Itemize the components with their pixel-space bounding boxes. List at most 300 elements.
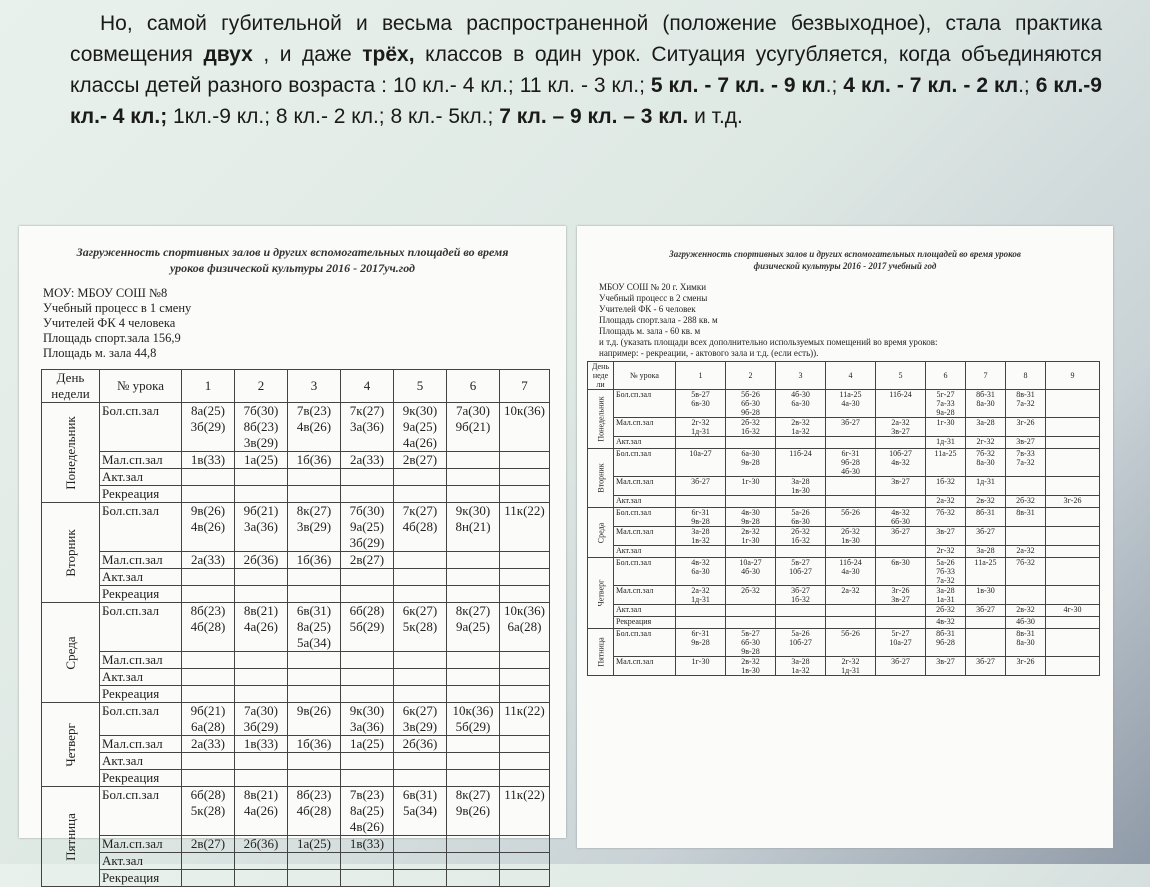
left-title (19, 244, 566, 276)
day-label: Четверг (62, 722, 78, 767)
lesson-number: 3 (776, 362, 826, 390)
day-cell (588, 629, 614, 676)
room-label: Мал.сп.зал (100, 652, 182, 669)
room-label: Мал.сп.зал (100, 736, 182, 753)
schedule-cell (826, 477, 876, 496)
table-row (588, 605, 1100, 617)
schedule-cell: 11к(22) (500, 703, 550, 736)
room-label: Акт.зал (100, 853, 182, 870)
right-title (577, 248, 1113, 272)
table-row (42, 452, 550, 469)
schedule-cell (341, 870, 394, 887)
intro-bold: 7 кл. – 9 кл. – 3 кл. (499, 105, 689, 128)
schedule-cell (394, 486, 447, 503)
schedule-cell: 5б-26 (826, 508, 876, 527)
schedule-cell: 2а-32 (826, 586, 876, 605)
schedule-cell: 2б-32 (926, 605, 966, 617)
schedule-cell (726, 496, 776, 508)
lesson-number: 4 (341, 370, 394, 403)
schedule-cell (447, 686, 500, 703)
lesson-number: 8 (1006, 362, 1046, 390)
schedule-cell: 5а-26 10б-27 (776, 629, 826, 657)
schedule-cell (447, 586, 500, 603)
schedule-cell (288, 870, 341, 887)
schedule-cell: 2г-32 1д-31 (826, 657, 876, 676)
room-label: Рекреация (100, 686, 182, 703)
schedule-cell (966, 617, 1006, 629)
schedule-cell: 6в(31) 8а(25) 5а(34) (288, 603, 341, 652)
schedule-cell (288, 569, 341, 586)
schedule-cell: 3в-27 (876, 477, 926, 496)
schedule-cell (235, 686, 288, 703)
schedule-cell (447, 469, 500, 486)
schedule-cell (182, 753, 235, 770)
schedule-cell (447, 652, 500, 669)
schedule-cell: 7к(27) 3а(36) (341, 403, 394, 452)
schedule-cell: 5б-26 (826, 629, 876, 657)
schedule-cell: 3в-27 (926, 657, 966, 676)
schedule-cell (500, 469, 550, 486)
schedule-cell: 2б-32 (726, 586, 776, 605)
room-label: Мал.сп.зал (614, 586, 676, 605)
schedule-cell (341, 486, 394, 503)
schedule-cell: 7б(30) 9а(25) 3б(29) (341, 503, 394, 552)
schedule-cell (341, 770, 394, 787)
schedule-cell (1046, 477, 1100, 496)
schedule-cell (1046, 629, 1100, 657)
schedule-cell (447, 870, 500, 887)
intro-text: 1кл.-9 кл.; 8 кл.- 2 кл.; 8 кл.- 5кл.; (167, 105, 500, 128)
schedule-cell (182, 586, 235, 603)
schedule-cell (182, 652, 235, 669)
schedule-cell: 7в(23) 8а(25) 4в(26) (341, 787, 394, 836)
schedule-cell (394, 552, 447, 569)
schedule-cell: 3б-27 (876, 527, 926, 546)
table-row (42, 486, 550, 503)
lesson-number: 6 (926, 362, 966, 390)
schedule-cell (341, 569, 394, 586)
table-row (42, 870, 550, 887)
lesson-number: 1 (182, 370, 235, 403)
schedule-cell: 2б(36) (394, 736, 447, 753)
room-label: Рекреация (100, 486, 182, 503)
right-schedule-body (588, 390, 1100, 676)
right-title-line2: физической культуры 2016 - 2017 учебный год (753, 261, 937, 271)
schedule-cell (726, 546, 776, 558)
schedule-cell: 8к(27) 3в(29) (288, 503, 341, 552)
schedule-cell: 10а-27 (676, 449, 726, 477)
schedule-cell (826, 617, 876, 629)
schedule-cell (876, 437, 926, 449)
schedule-cell: 4в-32 6б-30 (876, 508, 926, 527)
day-cell (42, 603, 100, 703)
schedule-cell: 3г-26 (1006, 418, 1046, 437)
schedule-cell: 5в-27 10б-27 (776, 558, 826, 586)
lesson-number: 2 (235, 370, 288, 403)
day-column-header: День неде ли (588, 362, 614, 390)
schedule-cell (500, 753, 550, 770)
schedule-cell: 3г-26 3в-27 (876, 586, 926, 605)
schedule-cell: 2в-32 (966, 496, 1006, 508)
intro-text: .; (1018, 74, 1036, 97)
room-label: Мал.сп.зал (614, 527, 676, 546)
right-area-small: Площадь м. зала - 60 кв. м (599, 326, 701, 336)
schedule-cell: 2а-32 (926, 496, 966, 508)
schedule-cell (676, 437, 726, 449)
table-row (42, 853, 550, 870)
schedule-cell (182, 870, 235, 887)
day-label: Вторник (596, 463, 605, 493)
schedule-cell (826, 437, 876, 449)
schedule-cell: 5г-27 7а-33 9а-28 (926, 390, 966, 418)
table-row (588, 496, 1100, 508)
room-label: Бол.сп.зал (100, 787, 182, 836)
schedule-cell: 1в-30 (966, 586, 1006, 605)
schedule-cell (447, 853, 500, 870)
schedule-cell (182, 486, 235, 503)
room-label: Бол.сп.зал (614, 390, 676, 418)
intro-bold: двух (203, 43, 253, 66)
schedule-cell: 6б(28) 5б(29) (341, 603, 394, 652)
room-label: Акт.зал (100, 569, 182, 586)
schedule-cell (394, 770, 447, 787)
room-label: Акт.зал (100, 669, 182, 686)
table-row (588, 617, 1100, 629)
schedule-cell: 3б-27 (826, 418, 876, 437)
right-meta (599, 282, 1113, 359)
table-row (588, 586, 1100, 605)
right-process: Учебный процесс в 2 смены (599, 293, 708, 303)
table-row (42, 552, 550, 569)
table-row (588, 558, 1100, 586)
schedule-cell (776, 496, 826, 508)
schedule-cell (500, 870, 550, 887)
schedule-cell (394, 753, 447, 770)
table-row (42, 736, 550, 753)
schedule-cell: 3б-27 (966, 605, 1006, 617)
room-label: Акт.зал (100, 469, 182, 486)
schedule-cell: 1б(36) (288, 452, 341, 469)
schedule-cell: 1б(36) (288, 552, 341, 569)
schedule-cell: 6г-31 9в-28 (676, 629, 726, 657)
room-label: Мал.сп.зал (614, 477, 676, 496)
room-label: Мал.сп.зал (614, 657, 676, 676)
schedule-cell (776, 437, 826, 449)
schedule-cell: 7а(30) 3б(29) (235, 703, 288, 736)
left-area-sport: Площадь спорт.зала 156,9 (43, 331, 181, 345)
schedule-cell: 6а-30 9в-28 (726, 449, 776, 477)
schedule-cell: 1г-30 (676, 657, 726, 676)
table-row (588, 527, 1100, 546)
lesson-number: 6 (447, 370, 500, 403)
schedule-cell: 9к(30) 8н(21) (447, 503, 500, 552)
day-column-header: День недели (42, 370, 100, 403)
schedule-cell (235, 770, 288, 787)
schedule-cell (826, 605, 876, 617)
schedule-cell: 3г-26 (1046, 496, 1100, 508)
schedule-cell: 10к(36) 6а(28) (500, 603, 550, 652)
schedule-cell: 7б-32 8а-30 (966, 449, 1006, 477)
table-row (588, 390, 1100, 418)
schedule-cell: 3б-27 1б-32 (776, 586, 826, 605)
schedule-cell: 3а-28 1а-32 (776, 657, 826, 676)
schedule-cell: 8б-31 8а-30 (966, 390, 1006, 418)
schedule-cell (1046, 508, 1100, 527)
schedule-cell (394, 686, 447, 703)
day-cell (588, 508, 614, 558)
table-row (42, 586, 550, 603)
day-cell (588, 390, 614, 449)
schedule-cell: 6к(27) 5к(28) (394, 603, 447, 652)
schedule-cell: 1а(25) (341, 736, 394, 753)
schedule-cell (826, 546, 876, 558)
intro-bold: трёх, (362, 43, 415, 66)
day-cell (42, 787, 100, 887)
schedule-cell (182, 686, 235, 703)
right-schedule-scan (577, 226, 1113, 848)
schedule-cell (500, 736, 550, 753)
schedule-cell (288, 586, 341, 603)
schedule-cell: 4г-30 (1046, 605, 1100, 617)
schedule-cell (394, 586, 447, 603)
schedule-cell: 7б-32 (926, 508, 966, 527)
schedule-cell (676, 605, 726, 617)
schedule-cell (1046, 586, 1100, 605)
table-row (42, 836, 550, 853)
schedule-cell: 1в(33) (182, 452, 235, 469)
schedule-cell (1046, 449, 1100, 477)
schedule-cell (447, 486, 500, 503)
schedule-cell (394, 669, 447, 686)
table-row (42, 753, 550, 770)
schedule-cell: 1а(25) (235, 452, 288, 469)
room-label: Бол.сп.зал (614, 508, 676, 527)
schedule-cell: 10б-27 4в-32 (876, 449, 926, 477)
schedule-cell (341, 469, 394, 486)
schedule-cell: 9в(26) (288, 703, 341, 736)
left-process: Учебный процесс в 1 смену (43, 301, 192, 315)
schedule-cell: 9к(30) 3а(36) (341, 703, 394, 736)
schedule-cell (288, 853, 341, 870)
schedule-cell (288, 652, 341, 669)
schedule-cell (182, 853, 235, 870)
schedule-cell: 5в-27 6б-30 9в-28 (726, 629, 776, 657)
table-row (42, 669, 550, 686)
lesson-number: 5 (876, 362, 926, 390)
schedule-cell: 6в-30 (876, 558, 926, 586)
schedule-cell: 3а-28 1а-31 (926, 586, 966, 605)
schedule-cell (876, 496, 926, 508)
schedule-cell: 2б-32 (1006, 496, 1046, 508)
day-label: Понедельник (596, 396, 605, 442)
schedule-cell (676, 617, 726, 629)
schedule-cell (826, 496, 876, 508)
schedule-cell: 5г-27 10а-27 (876, 629, 926, 657)
right-note: например: - рекреации, - актового зала и т.д. (если есть)). (599, 348, 819, 358)
schedule-cell: 7б-32 (1006, 558, 1046, 586)
schedule-cell: 7в-33 7а-32 (1006, 449, 1046, 477)
right-note: и т.д. (указать площади всех дополнительно используемых помещений во время уроков: (599, 337, 938, 347)
schedule-cell (288, 770, 341, 787)
room-label: Бол.сп.зал (100, 403, 182, 452)
left-title-line1: Загруженность спортивных залов и других вспомогательных площадей во время (76, 245, 509, 259)
schedule-cell (341, 652, 394, 669)
schedule-cell (726, 605, 776, 617)
schedule-cell (394, 870, 447, 887)
schedule-cell (394, 836, 447, 853)
schedule-cell: 5б-26 6б-30 9б-28 (726, 390, 776, 418)
table-row (42, 703, 550, 736)
schedule-cell (341, 853, 394, 870)
schedule-cell: 2в(27) (182, 836, 235, 853)
schedule-cell (182, 669, 235, 686)
lesson-number: 5 (394, 370, 447, 403)
room-label: Рекреация (614, 617, 676, 629)
schedule-cell (500, 486, 550, 503)
table-row (42, 469, 550, 486)
left-schedule-table (41, 369, 550, 887)
schedule-cell (500, 853, 550, 870)
room-label: Мал.сп.зал (100, 452, 182, 469)
day-cell (42, 503, 100, 603)
schedule-cell: 2б-32 1в-30 (826, 527, 876, 546)
schedule-cell: 3б-27 (676, 477, 726, 496)
intro-text: , и даже (252, 43, 363, 66)
schedule-cell (500, 770, 550, 787)
schedule-cell (182, 770, 235, 787)
schedule-cell: 1а(25) (288, 836, 341, 853)
schedule-cell: 10а-27 4б-30 (726, 558, 776, 586)
schedule-cell: 1б(36) (288, 736, 341, 753)
schedule-cell (876, 605, 926, 617)
room-label: Бол.сп.зал (100, 503, 182, 552)
schedule-cell (235, 652, 288, 669)
schedule-cell (394, 652, 447, 669)
schedule-cell (676, 496, 726, 508)
schedule-cell: 2а-32 3в-27 (876, 418, 926, 437)
lesson-number: 1 (676, 362, 726, 390)
schedule-cell: 2б(36) (235, 552, 288, 569)
schedule-cell (447, 452, 500, 469)
schedule-cell (500, 669, 550, 686)
schedule-cell (182, 569, 235, 586)
lesson-number: 2 (726, 362, 776, 390)
schedule-cell: 2а(33) (182, 552, 235, 569)
schedule-cell (394, 853, 447, 870)
schedule-cell: 11а-25 4а-30 (826, 390, 876, 418)
schedule-cell: 6к(27) 3в(29) (394, 703, 447, 736)
schedule-cell: 4б-30 6а-30 (776, 390, 826, 418)
schedule-cell: 4в-30 9в-28 (726, 508, 776, 527)
schedule-cell: 11а-25 (926, 449, 966, 477)
schedule-cell: 2в-32 (1006, 605, 1046, 617)
schedule-cell: 6б(28) 5к(28) (182, 787, 235, 836)
schedule-cell (341, 669, 394, 686)
schedule-cell (1046, 437, 1100, 449)
schedule-cell (1046, 546, 1100, 558)
schedule-cell: 5в-27 6в-30 (676, 390, 726, 418)
lesson-number: 3 (288, 370, 341, 403)
schedule-cell: 9б(21) 6а(28) (182, 703, 235, 736)
schedule-cell: 3б-27 (966, 527, 1006, 546)
schedule-cell: 2г-32 (926, 546, 966, 558)
schedule-cell: 2в-32 1а-32 (776, 418, 826, 437)
day-cell (42, 403, 100, 503)
schedule-cell (876, 617, 926, 629)
day-cell (42, 703, 100, 787)
schedule-cell: 11б-24 (776, 449, 826, 477)
table-row (42, 652, 550, 669)
schedule-cell (235, 569, 288, 586)
room-label: Бол.сп.зал (100, 703, 182, 736)
room-label: Мал.сп.зал (100, 836, 182, 853)
schedule-cell (288, 486, 341, 503)
schedule-cell: 5а-26 6в-30 (776, 508, 826, 527)
right-schedule-table (587, 361, 1100, 676)
room-label: Акт.зал (614, 605, 676, 617)
schedule-cell: 1б-32 (926, 477, 966, 496)
table-row (588, 437, 1100, 449)
table-row (42, 770, 550, 787)
schedule-cell: 2б-32 1б-32 (726, 418, 776, 437)
intro-text: и т.д. (688, 105, 743, 128)
schedule-cell (447, 552, 500, 569)
table-row (42, 503, 550, 552)
schedule-cell: 5а-26 7б-33 7а-32 (926, 558, 966, 586)
schedule-cell (1046, 418, 1100, 437)
left-school: МОУ: МБОУ СОШ №8 (43, 286, 168, 300)
schedule-cell: 3г-26 (1006, 657, 1046, 676)
schedule-cell: 2в(27) (394, 452, 447, 469)
schedule-cell (182, 469, 235, 486)
schedule-cell (288, 469, 341, 486)
intro-paragraph (70, 8, 1102, 132)
schedule-cell (235, 486, 288, 503)
schedule-cell (1046, 558, 1100, 586)
schedule-cell: 11к(22) (500, 503, 550, 552)
schedule-cell: 11б-24 4а-30 (826, 558, 876, 586)
schedule-cell: 2б(36) (235, 836, 288, 853)
day-cell (588, 558, 614, 629)
schedule-cell: 2б-32 1б-32 (776, 527, 826, 546)
intro-bold: 4 кл. - 7 кл. - 2 кл (843, 74, 1019, 97)
schedule-cell: 1в(33) (341, 836, 394, 853)
schedule-cell: 3в-27 (926, 527, 966, 546)
schedule-cell: 2в-32 1в-30 (726, 657, 776, 676)
schedule-cell (288, 669, 341, 686)
schedule-cell: 1в(33) (235, 736, 288, 753)
schedule-cell: 8в(21) 4а(26) (235, 603, 288, 652)
schedule-cell (235, 469, 288, 486)
schedule-cell (447, 836, 500, 853)
schedule-cell: 1д-31 (966, 477, 1006, 496)
schedule-cell: 8б-31 9б-28 (926, 629, 966, 657)
room-label: Рекреация (100, 770, 182, 787)
table-row (588, 418, 1100, 437)
lesson-number: 7 (500, 370, 550, 403)
room-label: Рекреация (100, 870, 182, 887)
table-row (42, 403, 550, 452)
room-label: Мал.сп.зал (614, 418, 676, 437)
schedule-cell (447, 569, 500, 586)
room-label: Бол.сп.зал (614, 629, 676, 657)
room-label: Акт.зал (614, 437, 676, 449)
schedule-cell (1046, 657, 1100, 676)
day-label: Среда (596, 522, 605, 543)
right-school: МБОУ СОШ № 20 г. Химки (599, 282, 707, 292)
schedule-cell (776, 605, 826, 617)
table-row (42, 686, 550, 703)
